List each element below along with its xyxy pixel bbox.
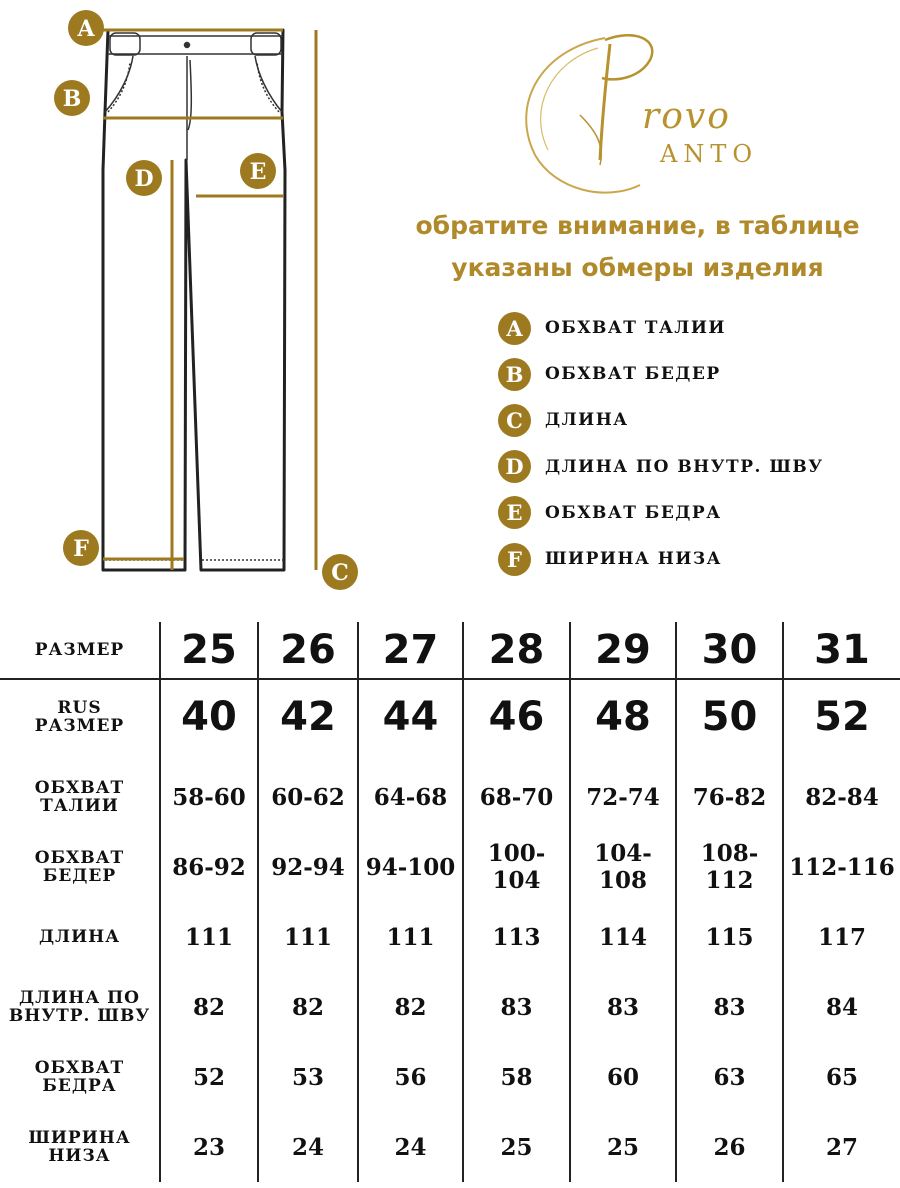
legend-badge: C [498,404,531,437]
row-label [0,832,160,902]
table-cell: 82 [258,972,358,1042]
legend-label: ОБХВАТ ТАЛИИ [545,318,726,339]
row-label-line: РАЗМЕР [34,716,125,736]
table-cell: 86-92 [160,832,258,902]
legend-badge: B [498,358,531,391]
table-cell: 84 [783,972,900,1042]
table-cell: 108-112 [676,832,783,902]
row-label [0,679,160,754]
row-label-line: ОБХВАТ [34,1058,125,1078]
row-label-line: ОБХВАТ [34,778,125,798]
table-cell: 65 [783,1042,900,1112]
table-cell: 60-62 [258,754,358,832]
table-cell: 111 [358,902,463,972]
table-cell: 24 [358,1112,463,1182]
table-cell: 24 [258,1112,358,1182]
table-cell: 28 [463,622,570,679]
svg-text:C: C [331,560,349,586]
svg-text:rovo: rovo [642,96,731,137]
row-label-line: ДЛИНА ПО [19,988,140,1008]
table-cell: 111 [258,902,358,972]
table-cell: 111 [160,902,258,972]
table-row [0,1042,900,1112]
row-label-line: НИЗА [48,1146,111,1166]
svg-text:ANTO: ANTO [660,140,759,168]
table-cell: 94-100 [358,832,463,902]
row-label-line: ВНУТР. ШВУ [8,1006,151,1026]
table-cell: 26 [676,1112,783,1182]
legend-item-d [498,444,824,490]
table-cell: 58-60 [160,754,258,832]
table-cell: 76-82 [676,754,783,832]
table-cell: 48 [570,679,676,754]
row-label [0,754,160,832]
legend-badge: A [498,312,531,345]
legend-badge: E [498,496,531,529]
legend-badge: F [498,543,531,576]
svg-text:A: A [77,16,95,42]
legend-item-a [498,305,824,351]
table-cell: 113 [463,902,570,972]
table-cell: 27 [358,622,463,679]
row-label-line: RUS [57,698,102,718]
legend-label: ДЛИНА ПО ВНУТР. ШВУ [545,456,824,477]
table-cell: 83 [676,972,783,1042]
svg-text:B: B [62,86,82,112]
trousers-outline [103,30,285,570]
legend-label: ОБХВАТ БЕДЕР [545,364,721,385]
table-cell: 100-104 [463,832,570,902]
table-cell: 83 [570,972,676,1042]
table-cell: 115 [676,902,783,972]
row-label-line: РАЗМЕР [34,640,125,660]
table-cell: 82-84 [783,754,900,832]
table-cell: 68-70 [463,754,570,832]
size-table [0,622,900,1182]
legend-item-f [498,536,824,582]
table-row [0,902,900,972]
svg-text:F: F [73,536,89,562]
table-cell: 83 [463,972,570,1042]
legend-label: ДЛИНА [545,410,629,431]
table-cell: 44 [358,679,463,754]
table-cell: 117 [783,902,900,972]
table-row [0,832,900,902]
table-cell: 40 [160,679,258,754]
table-cell: 60 [570,1042,676,1112]
svg-text:D: D [134,166,154,192]
table-cell: 46 [463,679,570,754]
table-cell: 25 [570,1112,676,1182]
table-row [0,1112,900,1182]
table-cell: 52 [160,1042,258,1112]
measurement-legend [498,305,824,582]
table-cell: 82 [358,972,463,1042]
row-label [0,1042,160,1112]
table-cell: 112-116 [783,832,900,902]
marker-b [54,80,90,116]
svg-text:E: E [249,159,267,185]
table-cell: 56 [358,1042,463,1112]
table-cell: 50 [676,679,783,754]
row-label-line: БЕДЕР [42,866,117,886]
table-cell: 114 [570,902,676,972]
legend-item-e [498,490,824,536]
brand-logo [510,20,780,205]
table-cell: 30 [676,622,783,679]
row-label-line: ДЛИНА [38,927,121,947]
table-row [0,754,900,832]
row-label-line: ТАЛИИ [40,796,119,816]
marker-d [126,160,162,196]
row-label [0,902,160,972]
legend-item-b [498,351,824,397]
table-cell: 72-74 [570,754,676,832]
table-cell: 31 [783,622,900,679]
table-cell: 27 [783,1112,900,1182]
table-cell: 53 [258,1042,358,1112]
table-cell: 104-108 [570,832,676,902]
table-cell: 25 [463,1112,570,1182]
table-row [0,622,900,679]
legend-label: ШИРИНА НИЗА [545,549,723,570]
table-cell: 26 [258,622,358,679]
row-label [0,972,160,1042]
legend-item-c [498,397,824,443]
table-cell: 42 [258,679,358,754]
notice-line-1: обратите внимание, в таблице [415,211,860,240]
table-cell: 82 [160,972,258,1042]
table-cell: 58 [463,1042,570,1112]
notice-line-2: указаны обмеры изделия [451,253,824,282]
marker-f [63,530,99,566]
table-cell: 23 [160,1112,258,1182]
table-cell: 64-68 [358,754,463,832]
table-row [0,972,900,1042]
row-label-line: ШИРИНА [28,1128,131,1148]
table-cell: 63 [676,1042,783,1112]
table-cell: 25 [160,622,258,679]
table-cell: 52 [783,679,900,754]
measurement-notice [385,205,890,289]
marker-c [322,554,358,590]
marker-e [240,153,276,189]
legend-badge: D [498,450,531,483]
table-cell: 92-94 [258,832,358,902]
trousers-diagram [0,0,400,600]
row-label [0,1112,160,1182]
row-label-line: ОБХВАТ [34,848,125,868]
table-cell: 29 [570,622,676,679]
legend-label: ОБХВАТ БЕДРА [545,502,722,523]
marker-a [68,10,104,46]
row-label-line: БЕДРА [42,1076,117,1096]
table-row [0,679,900,754]
row-label [0,622,160,679]
